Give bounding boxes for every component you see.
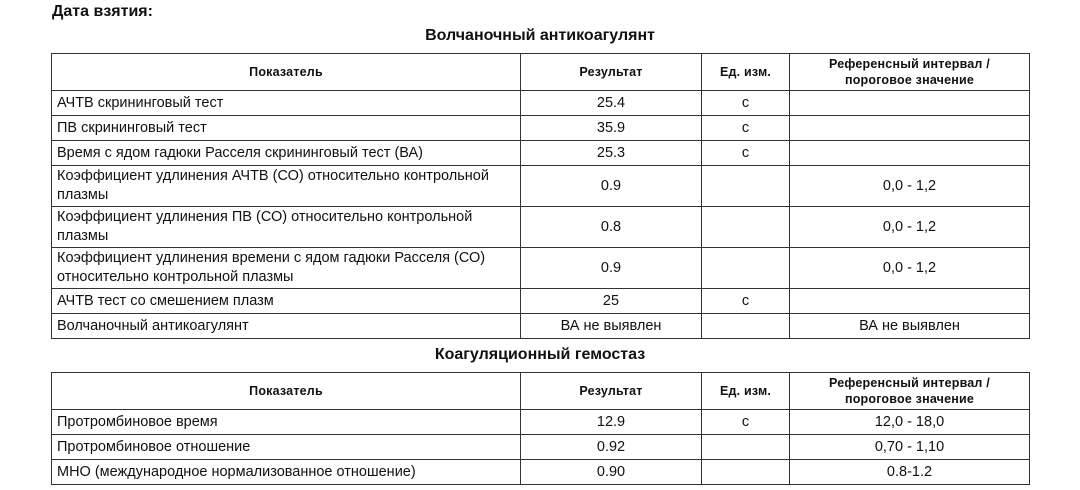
reference-cell (790, 141, 1030, 166)
column-header-reference: Референсный интервал / пороговое значение (790, 54, 1030, 91)
result-cell: 25 (521, 289, 702, 314)
table-row (52, 314, 1030, 339)
column-header-unit: Ед. изм. (702, 54, 790, 91)
column-header-indicator: Показатель (52, 54, 521, 91)
result-cell: 0.9 (521, 248, 702, 289)
column-header-indicator: Показатель (52, 373, 521, 410)
unit-cell: с (702, 141, 790, 166)
table-row (52, 207, 1030, 248)
indicator-cell: Коэффициент удлинения АЧТВ (СО) относительно контрольной плазмы (52, 166, 521, 207)
reference-cell: 12,0 - 18,0 (790, 410, 1030, 435)
column-header-unit: Ед. изм. (702, 373, 790, 410)
unit-cell: с (702, 410, 790, 435)
indicator-cell: Коэффициент удлинения ПВ (СО) относительно контрольной плазмы (52, 207, 521, 248)
table-header-row (52, 54, 1030, 91)
column-header-reference: Референсный интервал / пороговое значение (790, 373, 1030, 410)
result-cell: 0.90 (521, 460, 702, 485)
unit-cell: с (702, 289, 790, 314)
indicator-cell: Время с ядом гадюки Расселя скрининговый тест (ВА) (52, 141, 521, 166)
indicator-cell: ПВ скрининговый тест (52, 116, 521, 141)
coagulation-hemostasis-title: Коагуляционный гемостаз (434, 346, 646, 363)
column-header-result: Результат (521, 373, 702, 410)
reference-cell: 0,70 - 1,10 (790, 435, 1030, 460)
reference-cell: 0,0 - 1,2 (790, 248, 1030, 289)
lupus-anticoagulant-table (51, 53, 1030, 339)
indicator-cell: Протромбиновое время (52, 410, 521, 435)
reference-cell: 0,0 - 1,2 (790, 166, 1030, 207)
unit-cell (702, 435, 790, 460)
reference-cell: 0,0 - 1,2 (790, 207, 1030, 248)
result-cell: 0.9 (521, 166, 702, 207)
reference-cell: ВА не выявлен (790, 314, 1030, 339)
unit-cell (702, 166, 790, 207)
unit-cell (702, 207, 790, 248)
result-cell: 0.8 (521, 207, 702, 248)
result-cell: 12.9 (521, 410, 702, 435)
result-cell: 35.9 (521, 116, 702, 141)
table-header-row (52, 373, 1030, 410)
reference-cell (790, 116, 1030, 141)
table-row (52, 166, 1030, 207)
unit-cell: с (702, 91, 790, 116)
indicator-cell: АЧТВ тест со смешением плазм (52, 289, 521, 314)
result-cell: 25.3 (521, 141, 702, 166)
reference-cell: 0.8-1.2 (790, 460, 1030, 485)
coagulation-hemostasis-table (51, 372, 1030, 485)
indicator-cell: АЧТВ скрининговый тест (52, 91, 521, 116)
table-row (52, 91, 1030, 116)
table-row (52, 460, 1030, 485)
unit-cell (702, 460, 790, 485)
table-row (52, 141, 1030, 166)
column-header-result: Результат (521, 54, 702, 91)
unit-cell (702, 248, 790, 289)
indicator-cell: МНО (международное нормализованное отношение) (52, 460, 521, 485)
indicator-cell: Коэффициент удлинения времени с ядом гадюки Расселя (СО) относительно контрольной плазмы (52, 248, 521, 289)
indicator-cell: Волчаночный антикоагулянт (52, 314, 521, 339)
table-row (52, 289, 1030, 314)
collection-date-label: Дата взятия: (52, 3, 153, 20)
reference-cell (790, 91, 1030, 116)
indicator-cell: Протромбиновое отношение (52, 435, 521, 460)
table-row (52, 116, 1030, 141)
table-row (52, 248, 1030, 289)
table-row (52, 435, 1030, 460)
unit-cell: с (702, 116, 790, 141)
result-cell: 0.92 (521, 435, 702, 460)
result-cell: ВА не выявлен (521, 314, 702, 339)
reference-cell (790, 289, 1030, 314)
result-cell: 25.4 (521, 91, 702, 116)
unit-cell (702, 314, 790, 339)
table-row (52, 410, 1030, 435)
lupus-anticoagulant-title: Волчаночный антикоагулянт (425, 27, 655, 44)
